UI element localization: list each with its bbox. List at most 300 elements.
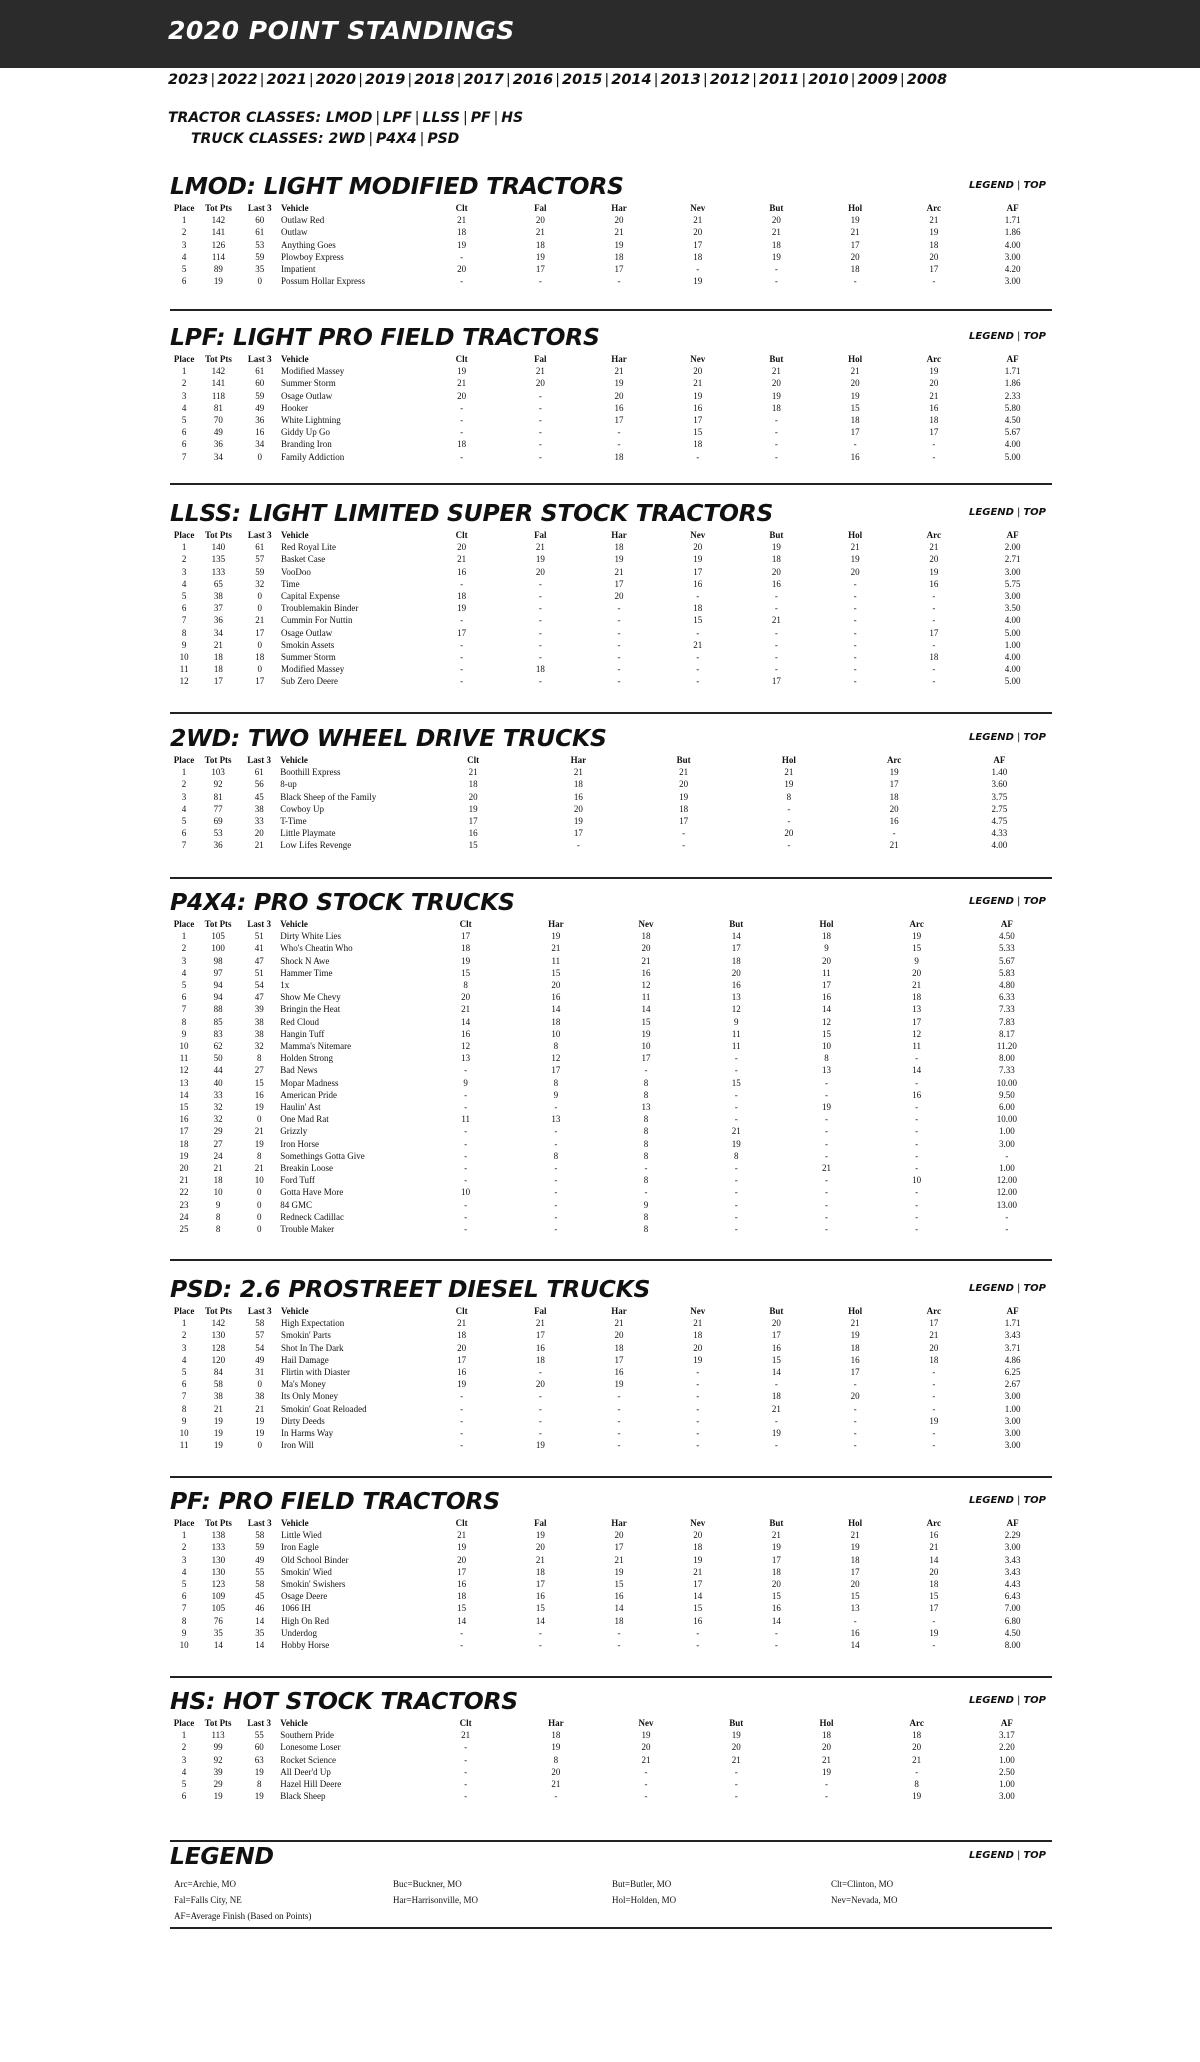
table-cell: - xyxy=(824,1224,828,1235)
table-cell: 23 xyxy=(179,1199,189,1210)
table-cell: 18 xyxy=(912,1730,922,1741)
table-cell: - xyxy=(617,627,621,638)
column-header-har: Har xyxy=(548,919,564,929)
top-link[interactable]: TOP xyxy=(1023,1283,1046,1294)
table-cell: 40 xyxy=(213,1077,223,1088)
top-link[interactable]: TOP xyxy=(1023,180,1046,191)
table-cell: 5 xyxy=(181,1579,187,1590)
legend-grid xyxy=(170,1876,1052,1930)
table-cell: 20 xyxy=(641,943,651,954)
column-header-arc: Arc xyxy=(926,530,941,540)
table-cell: 8 xyxy=(643,1114,649,1125)
table-cell: 59 xyxy=(255,1542,265,1553)
year-link-2017[interactable]: 2017 xyxy=(463,72,504,88)
table-cell: 18 xyxy=(679,803,689,814)
table-cell: 19 xyxy=(693,1554,703,1565)
standings-section-llss xyxy=(170,499,1052,714)
year-link-2022[interactable]: 2022 xyxy=(217,72,258,88)
table-cell: 20 xyxy=(731,967,741,978)
table-cell: - xyxy=(460,1428,464,1439)
legend-item: AF=Average Finish (Based on Points) xyxy=(174,1911,312,1921)
legend-link[interactable]: LEGEND xyxy=(969,1695,1014,1706)
table-cell: 17 xyxy=(693,415,703,426)
legend-link[interactable]: LEGEND xyxy=(969,1495,1014,1506)
legend-item: Nev=Nevada, MO xyxy=(831,1895,898,1905)
column-header-but: But xyxy=(769,530,784,540)
table-cell: 18 xyxy=(850,264,860,275)
table-cell: 21 xyxy=(693,378,703,389)
table-row xyxy=(170,827,1052,839)
table-cell: 18 xyxy=(821,1730,831,1741)
table-row xyxy=(170,1766,1052,1778)
section-header xyxy=(170,499,1052,529)
table-cell: - xyxy=(932,1391,936,1402)
table-cell: 8 xyxy=(643,1126,649,1137)
table-cell: 9 xyxy=(181,1028,187,1039)
table-row xyxy=(170,1186,1052,1198)
table-cell: - xyxy=(538,615,542,626)
table-cell: 14 xyxy=(551,1004,561,1015)
table-cell: 16 xyxy=(850,1354,860,1365)
table-cell: 16 xyxy=(641,967,651,978)
table-cell: 20 xyxy=(461,992,471,1003)
table-cell: 21 xyxy=(929,1542,939,1553)
vehicle-name: Sub Zero Deere xyxy=(280,676,338,687)
top-link[interactable]: TOP xyxy=(1023,896,1046,907)
column-header: Vehicle xyxy=(280,1518,309,1528)
table-cell: 17 xyxy=(731,943,741,954)
table-cell: - xyxy=(853,1440,857,1451)
table-cell: - xyxy=(696,1640,700,1651)
table-cell: 20 xyxy=(850,378,860,389)
table-row xyxy=(170,979,1052,991)
legend-link[interactable]: LEGEND xyxy=(969,331,1014,342)
column-header-hol: Hol xyxy=(819,919,834,929)
table-cell: 12 xyxy=(821,1016,831,1027)
standings-section-lpf xyxy=(170,323,1052,485)
table-cell: 21 xyxy=(461,1004,471,1015)
table-cell: - xyxy=(617,1440,621,1451)
vehicle-name: Family Addiction xyxy=(280,451,345,462)
table-cell: 19 xyxy=(461,955,471,966)
table-cell: 20 xyxy=(821,1742,831,1753)
table-cell: 13 xyxy=(551,1114,561,1125)
table-cell: - xyxy=(853,1403,857,1414)
table-cell: 21 xyxy=(614,1318,624,1329)
top-link[interactable]: TOP xyxy=(1023,732,1046,743)
table-cell: 20 xyxy=(850,1579,860,1590)
table-cell: - xyxy=(853,1415,857,1426)
table-cell: - xyxy=(734,1163,738,1174)
table-row xyxy=(170,1028,1052,1040)
table-cell: 142 xyxy=(211,215,226,226)
standings-section-2wd xyxy=(170,724,1052,879)
column-header-af: AF xyxy=(1006,354,1019,364)
section-header xyxy=(170,1487,1052,1517)
table-cell: - xyxy=(682,840,686,851)
table-cell: 18 xyxy=(614,1342,624,1353)
table-cell: 1 xyxy=(181,767,187,778)
table-cell: 10 xyxy=(213,1187,223,1198)
class-link-llss[interactable]: LLSS xyxy=(422,110,461,126)
table-cell: - xyxy=(464,1199,468,1210)
year-separator: | xyxy=(456,72,462,88)
table-cell: 15 xyxy=(731,1077,741,1088)
table-row xyxy=(170,263,1052,275)
table-cell: 18 xyxy=(614,1615,624,1626)
table-cell: - xyxy=(538,591,542,602)
class-link-2wd[interactable]: 2WD xyxy=(328,131,366,147)
table-cell: 4.00 xyxy=(1004,615,1021,626)
table-cell: 14 xyxy=(912,1065,922,1076)
table-cell: 21 xyxy=(255,615,265,626)
link-separator: | xyxy=(1016,331,1021,342)
class-link-lpf[interactable]: LPF xyxy=(383,110,412,126)
table-cell: 38 xyxy=(254,1016,264,1027)
class-link-lmod[interactable]: LMOD xyxy=(325,110,373,126)
table-cell: - xyxy=(464,1138,468,1149)
table-cell: 19 xyxy=(573,816,583,827)
year-link-2018[interactable]: 2018 xyxy=(414,72,455,88)
table-cell: 18 xyxy=(912,992,922,1003)
table-cell: 3.50 xyxy=(1004,603,1021,614)
table-cell: - xyxy=(824,1150,828,1161)
table-cell: 141 xyxy=(211,227,226,238)
year-link-2021[interactable]: 2021 xyxy=(266,72,307,88)
year-link-2008[interactable]: 2008 xyxy=(906,72,948,88)
table-cell: 18 xyxy=(573,779,583,790)
table-cell: 18 xyxy=(179,1138,189,1149)
link-separator: | xyxy=(1016,1495,1021,1506)
table-cell: 20 xyxy=(614,1530,624,1541)
table-row xyxy=(170,791,1052,803)
vehicle-name: All Deer'd Up xyxy=(280,1766,331,1777)
table-row xyxy=(170,578,1052,590)
table-cell: 35 xyxy=(255,264,265,275)
table-cell: 27 xyxy=(254,1065,264,1076)
table-cell: - xyxy=(460,1391,464,1402)
table-cell: 81 xyxy=(213,791,223,802)
table-cell: - xyxy=(644,1779,648,1790)
top-link[interactable]: TOP xyxy=(1023,507,1046,518)
table-cell: 3.43 xyxy=(1004,1566,1021,1577)
table-cell: 19 xyxy=(850,215,860,226)
table-cell: 61 xyxy=(255,542,265,553)
column-header: Place xyxy=(173,1518,195,1528)
table-cell: - xyxy=(853,1428,857,1439)
table-cell: 3.43 xyxy=(1004,1554,1021,1565)
table-cell: - xyxy=(538,676,542,687)
table-cell: 5 xyxy=(181,415,187,426)
table-row xyxy=(170,1602,1052,1614)
table-cell: - xyxy=(915,1053,919,1064)
table-cell: - xyxy=(734,1187,738,1198)
table-cell: - xyxy=(915,1126,919,1137)
table-cell: 60 xyxy=(255,215,265,226)
table-cell: 19 xyxy=(457,239,467,250)
table-cell: 2.33 xyxy=(1004,390,1021,401)
table-row xyxy=(170,566,1052,578)
table-cell: 21 xyxy=(614,366,624,377)
table-cell: - xyxy=(696,1367,700,1378)
table-cell: 4 xyxy=(181,967,187,978)
table-cell: 36 xyxy=(213,840,223,851)
table-cell: 19 xyxy=(255,1428,265,1439)
table-cell: 21 xyxy=(731,1126,741,1137)
class-link-psd[interactable]: PSD xyxy=(427,131,460,147)
top-link[interactable]: TOP xyxy=(1023,1850,1046,1861)
column-header: Last 3 xyxy=(247,755,272,765)
legend-link[interactable]: LEGEND xyxy=(969,1850,1014,1861)
table-cell: 5 xyxy=(181,980,187,991)
table-cell: - xyxy=(554,1163,558,1174)
table-cell: 14 xyxy=(213,1640,223,1651)
table-cell: - xyxy=(460,1403,464,1414)
table-cell: 19 xyxy=(468,803,478,814)
table-cell: 19 xyxy=(457,603,467,614)
column-header: Place xyxy=(173,1718,195,1728)
table-cell: - xyxy=(824,1211,828,1222)
standings-section-psd xyxy=(170,1275,1052,1478)
table-cell: 1.86 xyxy=(1004,227,1021,238)
table-cell: 4.80 xyxy=(999,980,1015,991)
table-cell: 11 xyxy=(731,1028,741,1039)
column-header: Place xyxy=(173,919,195,929)
year-link-2015[interactable]: 2015 xyxy=(562,72,603,88)
table-row xyxy=(170,1064,1052,1076)
column-header-har: Har xyxy=(611,1518,627,1528)
table-cell: 16 xyxy=(771,578,781,589)
section-header xyxy=(170,1842,1052,1876)
table-cell: 38 xyxy=(213,591,223,602)
table-row xyxy=(170,1639,1052,1651)
vehicle-name: Iron Will xyxy=(280,1440,314,1451)
table-cell: 17 xyxy=(929,627,939,638)
table-row xyxy=(170,663,1052,675)
table-cell: 3 xyxy=(181,1342,187,1353)
section-links xyxy=(969,732,1046,743)
table-cell: 10 xyxy=(179,1041,189,1052)
table-cell: 0 xyxy=(257,603,263,614)
year-link-2009[interactable]: 2009 xyxy=(857,72,898,88)
table-cell: 5.33 xyxy=(999,943,1015,954)
year-link-2014[interactable]: 2014 xyxy=(611,72,652,88)
table-cell: 8 xyxy=(643,1150,649,1161)
table-cell: 18 xyxy=(614,542,624,553)
legend-link[interactable]: LEGEND xyxy=(969,1283,1014,1294)
table-cell: 49 xyxy=(255,1554,265,1565)
table-cell: 16 xyxy=(461,1028,471,1039)
table-cell: 20 xyxy=(693,1342,703,1353)
table-cell: 3 xyxy=(181,791,187,802)
table-cell: 4.20 xyxy=(1004,264,1021,275)
top-link[interactable]: TOP xyxy=(1023,331,1046,342)
table-cell: - xyxy=(774,591,778,602)
table-cell: 11 xyxy=(179,664,189,675)
table-cell: 17 xyxy=(457,1354,467,1365)
table-cell: 8 xyxy=(786,791,792,802)
table-cell: 7.33 xyxy=(999,1004,1015,1015)
table-cell: 58 xyxy=(255,1318,265,1329)
table-cell: - xyxy=(915,1102,919,1113)
table-row xyxy=(170,614,1052,626)
table-cell: 20 xyxy=(771,1318,781,1329)
year-link-2020[interactable]: 2020 xyxy=(315,72,357,88)
column-header-hol: Hol xyxy=(848,203,863,213)
truck-classes-label: TRUCK CLASSES: xyxy=(191,131,329,147)
table-cell: - xyxy=(460,1627,464,1638)
table-cell: 14 xyxy=(641,1004,651,1015)
table-cell: - xyxy=(460,251,464,262)
table-cell: 19 xyxy=(457,1542,467,1553)
vehicle-name: Mopar Madness xyxy=(280,1077,339,1088)
table-cell: 18 xyxy=(771,554,781,565)
vehicle-name: Dirty Deeds xyxy=(280,1415,325,1426)
table-cell: 19 xyxy=(213,1440,223,1451)
table-cell: 105 xyxy=(211,931,225,942)
table-cell: - xyxy=(460,402,464,413)
class-link-p4x4[interactable]: P4X4 xyxy=(376,131,417,147)
table-cell: - xyxy=(464,1211,468,1222)
table-cell: 21 xyxy=(457,554,467,565)
table-cell: 20 xyxy=(771,378,781,389)
table-cell: 0 xyxy=(256,1224,262,1235)
column-header-fal: Fal xyxy=(534,203,547,213)
table-row xyxy=(170,1174,1052,1186)
table-row xyxy=(170,553,1052,565)
table-cell: 3 xyxy=(181,1754,187,1765)
column-header-hol: Hol xyxy=(781,755,796,765)
table-cell: 3 xyxy=(181,955,187,966)
table-cell: - xyxy=(617,1391,621,1402)
section-title: PF: PRO FIELD TRACTORS xyxy=(170,1487,500,1515)
table-cell: - xyxy=(696,451,700,462)
column-header-but: But xyxy=(769,1518,784,1528)
legend-link[interactable]: LEGEND xyxy=(969,896,1014,907)
table-cell: 21 xyxy=(535,542,545,553)
column-header-nev: Nev xyxy=(638,1718,654,1728)
table-cell: - xyxy=(734,1791,738,1802)
table-cell: 3.00 xyxy=(999,1138,1015,1149)
legend-link[interactable]: LEGEND xyxy=(969,507,1014,518)
table-cell: 19 xyxy=(731,1730,741,1741)
table-cell: 60 xyxy=(255,378,265,389)
legend-link[interactable]: LEGEND xyxy=(969,180,1014,191)
table-cell: 6.33 xyxy=(999,992,1015,1003)
year-link-2012[interactable]: 2012 xyxy=(709,72,751,88)
table-cell: 61 xyxy=(255,366,265,377)
legend-item: Fal=Falls City, NE xyxy=(174,1895,242,1905)
table-cell: 19 xyxy=(771,1428,781,1439)
column-header-but: But xyxy=(769,203,784,213)
table-cell: - xyxy=(853,615,857,626)
top-link[interactable]: TOP xyxy=(1023,1695,1046,1706)
year-link-2010[interactable]: 2010 xyxy=(808,72,849,88)
section-links xyxy=(969,1495,1046,1506)
top-link[interactable]: TOP xyxy=(1023,1495,1046,1506)
table-cell: 2 xyxy=(181,378,187,389)
table-cell: 13 xyxy=(821,1065,831,1076)
column-header-har: Har xyxy=(570,755,587,765)
table-cell: - xyxy=(932,439,936,450)
table-cell: 16 xyxy=(771,1603,781,1614)
table-cell: - xyxy=(932,591,936,602)
table-cell: - xyxy=(734,1102,738,1113)
table-cell: 20 xyxy=(468,791,478,802)
vehicle-name: Outlaw Red xyxy=(280,215,325,226)
year-link-2016[interactable]: 2016 xyxy=(512,72,554,88)
link-separator: | xyxy=(1016,1695,1021,1706)
class-link-hs[interactable]: HS xyxy=(501,110,524,126)
table-cell: 15 xyxy=(457,1603,467,1614)
table-cell: 12 xyxy=(179,676,189,687)
table-cell: 16 xyxy=(929,402,939,413)
year-separator: | xyxy=(358,72,363,88)
table-cell: 20 xyxy=(535,1379,545,1390)
table-cell: - xyxy=(696,1403,700,1414)
table-cell: 21 xyxy=(254,840,264,851)
table-cell: 19 xyxy=(254,1791,264,1802)
table-cell: 17 xyxy=(535,1579,545,1590)
table-cell: - xyxy=(853,652,857,663)
table-cell: 20 xyxy=(889,803,899,814)
year-link-2023[interactable]: 2023 xyxy=(168,72,209,88)
table-cell: 14 xyxy=(179,1089,189,1100)
table-cell: 5.00 xyxy=(1004,676,1021,687)
year-link-2011[interactable]: 2011 xyxy=(759,72,800,88)
year-link-2019[interactable]: 2019 xyxy=(365,72,406,88)
table-cell: - xyxy=(932,639,936,650)
table-cell: 20 xyxy=(784,828,794,839)
table-cell: 138 xyxy=(211,1530,226,1541)
link-separator: | xyxy=(1016,1850,1021,1861)
table-cell: 3.43 xyxy=(1004,1330,1021,1341)
table-cell: 4.50 xyxy=(1004,415,1021,426)
table-cell: 12 xyxy=(461,1041,471,1052)
table-cell: 18 xyxy=(693,251,703,262)
table-cell: 20 xyxy=(457,1342,467,1353)
table-cell: - xyxy=(734,1211,738,1222)
table-cell: - xyxy=(538,627,542,638)
table-cell: 5 xyxy=(181,1779,187,1790)
table-cell: 21 xyxy=(889,840,899,851)
table-cell: 9 xyxy=(553,1089,559,1100)
table-cell: 15 xyxy=(693,615,703,626)
table-cell: - xyxy=(915,1224,919,1235)
table-cell: 16 xyxy=(468,828,478,839)
column-header-arc: Arc xyxy=(926,1518,941,1528)
table-cell: 1.86 xyxy=(1004,378,1021,389)
column-header-fal: Fal xyxy=(534,530,547,540)
table-cell: 36 xyxy=(213,615,223,626)
year-link-2013[interactable]: 2013 xyxy=(660,72,701,88)
table-cell: 18 xyxy=(821,931,831,942)
table-cell: - xyxy=(576,840,580,851)
vehicle-name: Show Me Chevy xyxy=(280,992,341,1003)
table-cell: - xyxy=(464,1766,468,1777)
vehicle-name: Who's Cheatin Who xyxy=(280,943,353,954)
table-row xyxy=(170,1040,1052,1052)
table-cell: 17 xyxy=(255,676,265,687)
vehicle-name: Capital Expense xyxy=(280,591,340,602)
class-link-pf[interactable]: PF xyxy=(470,110,491,126)
table-cell: 58 xyxy=(213,1379,223,1390)
legend-link[interactable]: LEGEND xyxy=(969,732,1014,743)
table-cell: 21 xyxy=(457,378,467,389)
table-cell: 3.75 xyxy=(991,791,1008,802)
class-separator: | xyxy=(375,110,381,126)
table-row xyxy=(170,365,1052,377)
